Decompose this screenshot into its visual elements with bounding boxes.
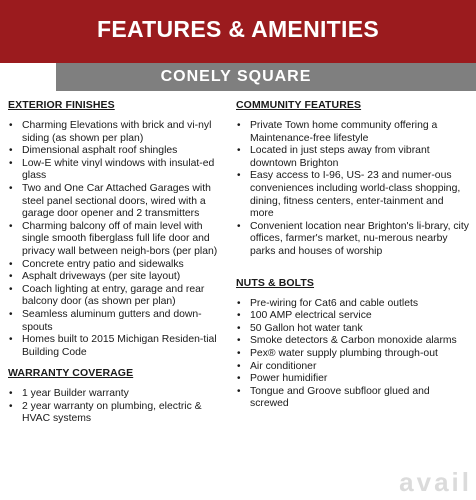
list-item-text: Charming Elevations with brick and vi-nyl siding (as shown per plan) — [22, 120, 212, 144]
list-item — [236, 120, 470, 145]
right-column — [236, 99, 470, 419]
list-item-text: Low-E white vinyl windows with insulat-ed glass — [22, 157, 215, 182]
bullet-icon: • — [9, 182, 13, 194]
list-item — [236, 361, 470, 374]
list-item — [236, 145, 470, 170]
nuts-bolts-section — [236, 277, 470, 411]
community-features-section — [236, 99, 470, 259]
list-item — [8, 145, 230, 158]
nuts-bolts-list — [236, 298, 470, 411]
list-item-text: Tongue and Groove subfloor glued and screwed — [250, 385, 430, 410]
bullet-icon: • — [237, 335, 241, 347]
list-item-text: Pre-wiring for Cat6 and cable outlets — [250, 297, 419, 309]
bullet-icon: • — [237, 385, 241, 397]
list-item-text: Homes built to 2015 Michigan Residen-tial Building Code — [22, 334, 217, 358]
list-item-text: Convenient location near Brighton's li-brary, city offices, farmer's market, nu-merous nearby parks and houses of worship — [250, 220, 469, 257]
bullet-icon: • — [237, 310, 241, 322]
bullet-icon: • — [9, 308, 13, 320]
list-item-text: Power humidifier — [250, 373, 328, 385]
list-item-text: Coach lighting at entry, garage and rear balcony door (as shown per plan) — [22, 283, 205, 308]
list-item-text: Concrete entry patio and sidewalks — [22, 258, 184, 270]
list-item — [8, 284, 230, 309]
exterior-finishes-heading: EXTERIOR FINISHES — [8, 99, 115, 111]
bullet-icon: • — [9, 157, 13, 169]
community-features-list — [236, 120, 470, 259]
list-item-text: Dimensional asphalt roof shingles — [22, 145, 178, 157]
list-item — [236, 310, 470, 323]
warranty-list — [8, 388, 230, 426]
list-item-text: Seamless aluminum gutters and down-spouts — [22, 308, 202, 333]
page-title: FEATURES & AMENITIES — [96, 16, 379, 42]
bullet-icon: • — [237, 220, 241, 232]
bullet-icon: • — [237, 347, 241, 359]
list-item-text: 50 Gallon hot water tank — [250, 322, 363, 334]
bullet-icon: • — [237, 373, 241, 385]
bullet-icon: • — [9, 388, 13, 400]
list-item — [8, 271, 230, 284]
bullet-icon: • — [237, 170, 241, 182]
list-item — [8, 259, 230, 272]
list-item — [236, 298, 470, 311]
bullet-icon: • — [9, 258, 13, 270]
list-item — [8, 388, 230, 401]
list-item — [8, 158, 230, 183]
bullet-icon: • — [237, 297, 241, 309]
list-item — [236, 170, 470, 220]
list-item — [236, 373, 470, 386]
list-item-text: Located in just steps away from vibrant downtown Brighton — [250, 145, 430, 169]
bullet-icon: • — [9, 400, 13, 412]
list-item-text: Air conditioner — [250, 360, 317, 372]
title-banner — [0, 0, 476, 63]
nuts-bolts-heading: NUTS & BOLTS — [236, 276, 315, 289]
exterior-finishes-list — [8, 120, 230, 359]
watermark-logo: avail — [399, 467, 472, 497]
list-item-text: 2 year warranty on plumbing, electric & HVAC systems — [22, 400, 202, 425]
warranty-heading: WARRANTY COVERAGE — [8, 367, 134, 380]
bullet-icon: • — [9, 120, 13, 131]
bullet-icon: • — [9, 271, 13, 283]
list-item — [8, 183, 230, 221]
bullet-icon: • — [237, 322, 241, 334]
list-item — [236, 386, 470, 411]
list-item-text: 100 AMP electrical service — [250, 310, 372, 322]
list-item — [8, 401, 230, 426]
bullet-icon: • — [9, 145, 13, 157]
subtitle-bar — [56, 63, 476, 91]
list-item — [236, 323, 470, 336]
list-item-text: 1 year Builder warranty — [22, 388, 129, 400]
community-features-heading: COMMUNITY FEATURES — [236, 99, 362, 111]
bullet-icon: • — [9, 220, 13, 232]
list-item — [8, 309, 230, 334]
bullet-icon: • — [237, 360, 241, 372]
exterior-finishes-section — [8, 99, 230, 359]
warranty-section — [8, 367, 230, 426]
bullet-icon: • — [9, 283, 13, 295]
list-item-text: Easy access to I-96, US- 23 and numer-ous conveniences including world-class shopping, dining, fitness centers, enter-tainment and more — [250, 170, 461, 220]
list-item-text: Charming balcony off of main level with single smooth fiberglass full life door and privacy wall between neigh-bors (per plan) — [22, 220, 218, 257]
list-item — [8, 120, 230, 145]
left-column — [8, 99, 230, 434]
list-item-text: Asphalt driveways (per site layout) — [22, 271, 181, 283]
list-item — [8, 334, 230, 359]
list-item — [236, 348, 470, 361]
list-item-text: Two and One Car Attached Garages with steel panel sectional doors, wired with a garage door opener and 2 transmitters — [22, 182, 211, 220]
list-item — [8, 221, 230, 259]
community-name: CONELY SQUARE — [160, 68, 312, 85]
list-item-text: Pex® water supply plumbing through-out — [250, 347, 438, 359]
list-item — [236, 335, 470, 348]
list-item — [236, 221, 470, 259]
bullet-icon: • — [237, 145, 241, 157]
list-item-text: Private Town home community offering a Maintenance-free lifestyle — [250, 120, 438, 144]
list-item-text: Smoke detectors & Carbon monoxide alarms — [250, 335, 457, 347]
bullet-icon: • — [237, 120, 241, 131]
bullet-icon: • — [9, 334, 13, 346]
